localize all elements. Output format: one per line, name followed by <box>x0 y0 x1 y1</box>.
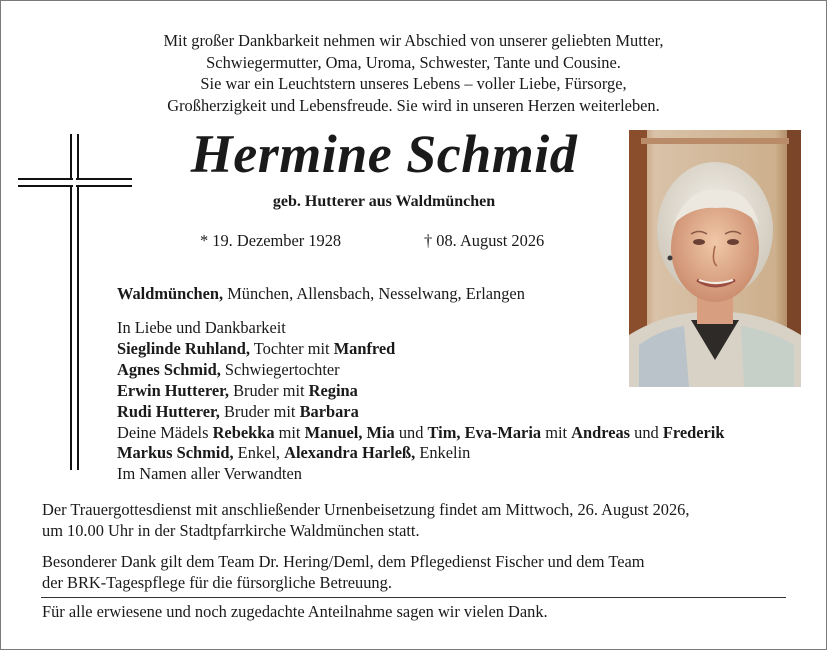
service-line: um 10.00 Uhr in der Stadtpfarrkirche Waldmünchen statt. <box>42 520 420 540</box>
intro-line: Sie war ein Leuchtstern unseres Lebens – voller Liebe, Fürsorge, <box>200 74 627 93</box>
places-line <box>117 284 525 304</box>
relation: Bruder mit <box>229 380 309 400</box>
intro-text <box>1 30 826 116</box>
mourner-name: Tim, <box>427 422 461 442</box>
list-item <box>117 443 724 464</box>
list-item <box>117 402 724 423</box>
list-item: Im Namen aller Verwandten <box>117 464 302 484</box>
divider <box>41 597 786 598</box>
relation: und <box>630 422 663 442</box>
special-thanks <box>42 552 645 593</box>
death-date: † 08. August 2026 <box>424 231 545 250</box>
mourner-name: Sieglinde Ruhland, <box>117 338 250 358</box>
service-line: Der Trauergottesdienst mit anschließender Urnenbeisetzung findet am Mittwoch, 26. August 2026, <box>42 500 690 519</box>
mourner-name: Alexandra Harleß, <box>284 443 416 463</box>
closing-thanks: Für alle erwiesene und noch zugedachte Anteilnahme sagen wir vielen Dank. <box>42 602 548 621</box>
deceased-name: Hermine Schmid <box>190 124 578 184</box>
place-others: München, Allensbach, Nesselwang, Erlangen <box>223 284 525 303</box>
mourner-name: Manuel, <box>304 422 363 442</box>
list-item <box>117 339 724 360</box>
relation: mit <box>541 422 572 442</box>
cross-icon <box>18 134 132 470</box>
intro-line: Schwiegermutter, Oma, Uroma, Schwester, Tante und Cousine. <box>206 52 621 72</box>
relation: Enkelin <box>415 443 471 463</box>
intro-line: Großherzigkeit und Lebensfreude. Sie wird in unseren Herzen weiterleben. <box>167 95 660 115</box>
mourner-name: Agnes Schmid, <box>117 359 221 379</box>
relation: Schwiegertochter <box>220 359 340 379</box>
mourner-name: Eva-Maria <box>464 422 542 442</box>
list-item <box>117 381 724 402</box>
relation: und <box>394 422 428 442</box>
birth-date: * 19. Dezember 1928 <box>200 231 342 250</box>
mourner-name: Erwin Hutterer, <box>117 380 229 400</box>
mourner-name: Rudi Hutterer, <box>117 401 220 421</box>
mourner-name: Andreas <box>571 422 631 442</box>
relation: Deine Mädels <box>117 422 213 442</box>
mourner-name: Mia <box>366 422 395 442</box>
thanks-line: der BRK-Tagespflege für die fürsorgliche Betreuung. <box>42 572 392 592</box>
relation: mit <box>274 422 305 442</box>
mourner-name: Markus Schmid, <box>117 443 234 463</box>
maiden-name: geb. Hutterer aus Waldmünchen <box>272 193 496 210</box>
mourner-name: Manfred <box>333 338 396 358</box>
list-item <box>117 423 724 444</box>
thanks-line: Besonderer Dank gilt dem Team Dr. Hering/Deml, dem Pflegedienst Fischer und dem Team <box>42 552 645 571</box>
intro-line: Mit großer Dankbarkeit nehmen wir Abschied von unserer geliebten Mutter, <box>163 31 664 50</box>
service-info <box>42 500 689 541</box>
relation: Enkel, <box>233 443 285 463</box>
relation: Bruder mit <box>219 401 300 421</box>
mourner-name: Rebekka <box>212 422 275 442</box>
mourners-list <box>117 318 724 485</box>
mourner-name: Regina <box>308 380 358 400</box>
mourner-name: Frederik <box>662 422 725 442</box>
list-item <box>117 360 724 381</box>
relation: Tochter mit <box>250 338 334 358</box>
list-item: In Liebe und Dankbarkeit <box>117 318 286 337</box>
mourner-name: Barbara <box>299 401 359 421</box>
place-main: Waldmünchen, <box>117 284 224 303</box>
